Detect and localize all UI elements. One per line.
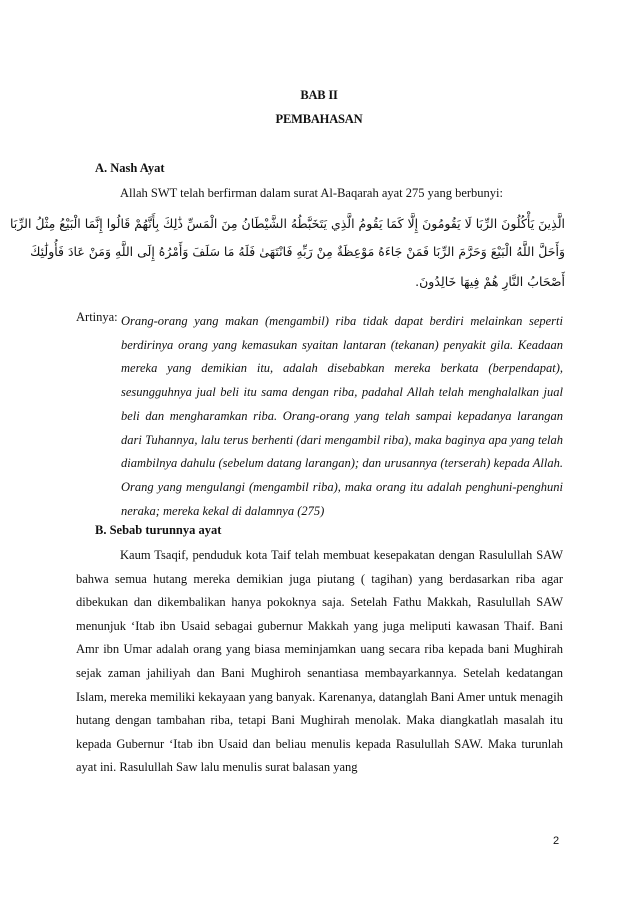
translation-label: Artinya: xyxy=(76,310,118,324)
chapter-label: BAB II xyxy=(300,88,338,102)
arabic-verse-line-1: الَّذِينَ يَأْكُلُونَ الرِّبَا لَا يَقُومُونَ إِلَّا كَمَا يَقُومُ الَّذِي يَتَخَبَّطُهُ الشَّيْطَانُ مِنَ الْمَسِّ ذَٰلِكَ بِأَنَّهُمْ قَالُوا إِنَّمَا الْبَيْعُ مِثْلُ الرِّبَا xyxy=(9,216,565,231)
page-number: 2 xyxy=(553,835,560,847)
section-b-paragraph: Kaum Tsaqif, penduduk kota Taif telah membuat kesepakatan dengan Rasulullah SAW bahwa semua hutang mereka demikian juga piutang ( tagihan) yang berdasarkan riba agar dibekukan dan dikembalikan hanya pokoknya saja. Setelah Fathu Makkah, Rasulullah SAW menunjuk ‘Itab ibn Usaid sebagai gubernur Makkah yang juga meliputi kawasan Thaif. Bani Amr ibn Umar adalah orang yang biasa meminjamkan uang secara riba kepada bani Mughirah sejak zaman jahiliyah dan Bani Mughiroh senantiasa membayarkannya. Setelah kedatangan Islam, mereka memiliki kekayaan yang banyak. Karenanya, datanglah Bani Amer untuk menagih hutang dengan tambahan riba, tetapi Bani Mughirah menolak. Maka diangkatlah masalah itu kepada Gubernur ‘Itab ibn Usaid dan beliau menulis kepada Rasulullah SAW. Maka turunlah ayat ini. Rasulullah Saw lalu menulis surat balasan yang xyxy=(76,548,563,775)
section-a-heading: A. Nash Ayat xyxy=(95,161,165,175)
arabic-verse-line-2: وَأَحَلَّ اللَّهُ الْبَيْعَ وَحَرَّمَ الرِّبَا فَمَنْ جَاءَهُ مَوْعِظَةٌ مِنْ رَبِّهِ فَانْتَهَىٰ فَلَهُ مَا سَلَفَ وَأَمْرُهُ إِلَى اللَّهِ وَمَنْ عَادَ فَأُولَٰئِكَ xyxy=(30,244,565,259)
chapter-title: PEMBAHASAN xyxy=(275,112,363,126)
arabic-verse-line-3: أَصْحَابُ النَّارِ هُمْ فِيهَا خَالِدُونَ. xyxy=(415,274,565,289)
section-a-intro: Allah SWT telah berfirman dalam surat Al-Baqarah ayat 275 yang berbunyi: xyxy=(120,186,503,200)
section-b-heading: B. Sebab turunnya ayat xyxy=(95,523,222,537)
translation-text: Orang-orang yang makan (mengambil) riba tidak dapat berdiri melainkan seperti berdirinya orang yang kemasukan syaitan lantaran (tekanan) penyakit gila. Keadaan mereka yang demikian itu, adalah disebabkan mereka berkata (berpendapat), sesungguhnya jual beli itu sama dengan riba, padahal Allah telah menghalalkan jual beli dan mengharamkan riba. Orang-orang yang telah sampai kepadanya larangan dari Tuhannya, lalu terus berhenti (dari mengambil riba), maka baginya apa yang telah diambilnya dahulu (sebelum datang larangan); dan urusannya (terserah) kepada Allah. Orang yang mengulangi (mengambil riba), maka orang itu adalah penghuni-penghuni neraka; mereka kekal di dalamnya (275) xyxy=(121,314,563,518)
